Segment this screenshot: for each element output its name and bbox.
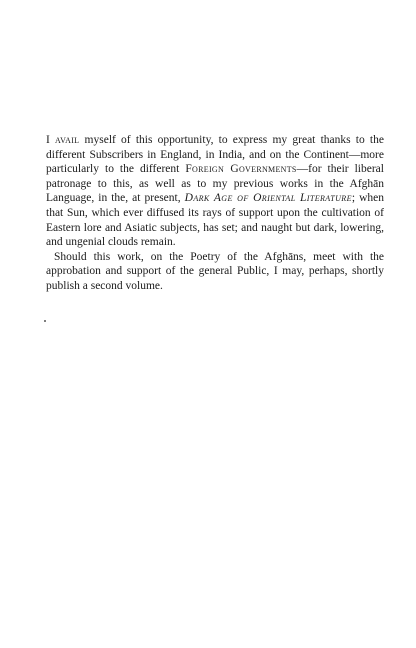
stray-ink-mark	[44, 320, 46, 322]
para1-text-2: myself of this opportunity, to express my great thanks to the different Subscribers in England, in India, and on the Continent—more particularly to the different	[46, 134, 384, 176]
para1-text-3: —for their liberal patronage to this, as well as to my previous works in the Afghān Language, in the, at present,	[46, 163, 384, 205]
paragraph-acknowledgement	[46, 133, 384, 250]
paragraph-second-volume: Should this work, on the Poetry of the Afghāns, meet with the approbation and support of the general Public, I may, perhaps, shortly publish a second volume.	[46, 250, 384, 292]
para1-smallcaps-avail: avail	[55, 134, 80, 146]
preface-text	[46, 133, 384, 294]
para1-text-1: I	[46, 134, 56, 146]
para1-italic-dark-age: Dark Age of Oriental Literature	[184, 192, 352, 205]
para1-text-4: ; when that Sun, which ever diffused its rays of support upon the cultivation of Eastern lore and Asiatic subjects, has set; and naught but dark, lowering, and ungenial clouds remain.	[46, 192, 384, 249]
para1-smallcaps-governments: Foreign Governments	[185, 163, 297, 176]
